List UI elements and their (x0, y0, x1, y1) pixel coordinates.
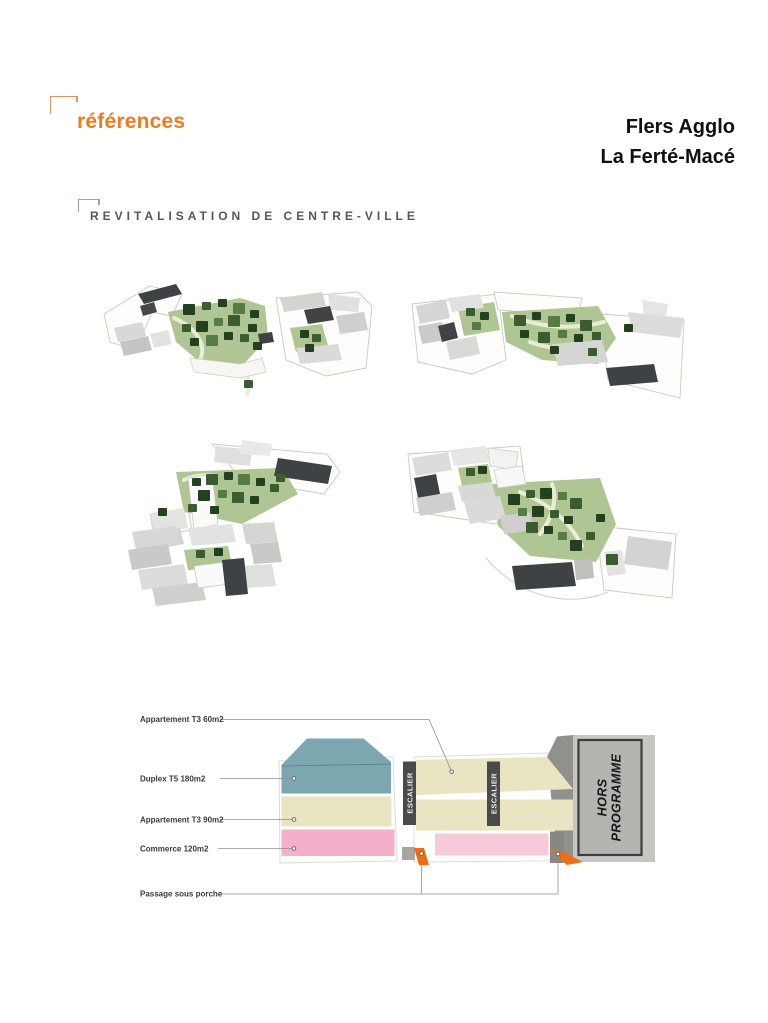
hors-line2: PROGRAMME (609, 753, 624, 842)
site-model-3-svg (92, 432, 350, 610)
building-section-diagram (130, 695, 670, 915)
label-appartement-t3-90: Appartement T3 90m2 (140, 815, 224, 825)
project-subtitle: REVITALISATION DE CENTRE-VILLE (90, 209, 419, 223)
corner-bracket-title (50, 96, 78, 114)
label-passage-sous-porche: Passage sous porche (140, 889, 223, 899)
section-svg (130, 695, 670, 910)
label-commerce-120: Commerce 120m2 (140, 844, 209, 854)
site-model-2-svg (402, 282, 690, 408)
hors-line1: HORS (595, 778, 610, 817)
site-model-4-svg (400, 440, 682, 612)
client-city: La Ferté-Macé (600, 146, 735, 168)
stair-label-2: ESCALIER (489, 772, 499, 815)
section-labels (140, 715, 224, 899)
porch-step (402, 847, 415, 860)
left-building (282, 739, 395, 857)
commerce-block-left (282, 830, 395, 857)
client-name: Flers Agglo (625, 116, 735, 138)
label-duplex-t5-180: Duplex T5 180m2 (140, 774, 206, 784)
site-model-aerial-3 (92, 432, 350, 610)
commerce-block-right (435, 834, 549, 856)
site-model-1-svg (90, 272, 390, 410)
page-title: références (77, 110, 186, 133)
project-client-block (601, 112, 736, 172)
apartment-90-block-left (282, 797, 392, 827)
site-model-aerial-2 (402, 282, 690, 408)
site-model-aerial-1 (90, 272, 390, 410)
stair-label-1: ESCALIER (405, 772, 415, 814)
label-appartement-t3-60: Appartement T3 60m2 (140, 715, 224, 724)
site-model-aerial-4 (400, 440, 682, 612)
